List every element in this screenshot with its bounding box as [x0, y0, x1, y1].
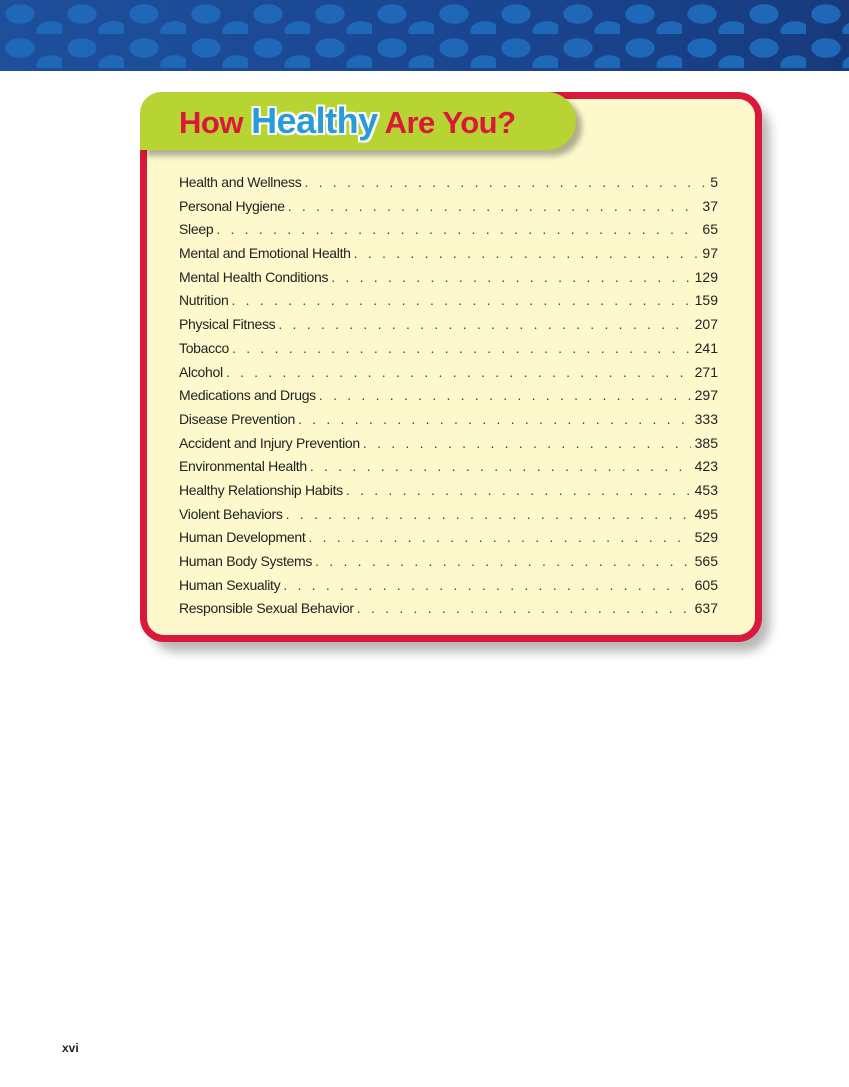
- toc-entry[interactable]: [179, 458, 718, 482]
- dot-leader: [283, 577, 690, 593]
- toc-entry-page: 565: [694, 553, 718, 569]
- toc-entry-page: 297: [694, 387, 718, 404]
- toc-entry[interactable]: [179, 245, 718, 269]
- toc-entry-page: 129: [694, 268, 718, 285]
- toc-entry[interactable]: [179, 316, 718, 340]
- toc-entry[interactable]: [179, 482, 718, 506]
- toc-entry-label: Tobacco: [179, 339, 230, 356]
- toc-entry[interactable]: [179, 600, 718, 624]
- toc-entry-label: Human Development: [179, 529, 306, 546]
- toc-entry-label: Medications and Drugs: [179, 387, 316, 404]
- toc-entry-page: 37: [702, 197, 718, 214]
- dot-leader: [315, 553, 691, 569]
- toc-entry-label: Responsible Sexual Behavior: [179, 600, 354, 617]
- toc-entry-label: Environmental Health: [179, 458, 307, 475]
- toc-entry[interactable]: [179, 340, 718, 364]
- toc-entry[interactable]: [179, 292, 718, 316]
- dot-leader: [286, 506, 691, 522]
- dot-leader: [310, 458, 691, 474]
- toc-entry-page: 65: [702, 221, 718, 238]
- toc-entry-label: Mental Health Conditions: [179, 268, 329, 285]
- dot-leader: [231, 292, 690, 308]
- toc-entry-label: Physical Fitness: [179, 316, 276, 333]
- toc-entry-label: Disease Prevention: [179, 410, 295, 427]
- dot-leader: [308, 529, 690, 545]
- toc-entry-label: Human Body Systems: [179, 553, 313, 569]
- dot-leader: [346, 482, 691, 498]
- toc-entry-page: 97: [702, 245, 718, 262]
- toc-entry-page: 495: [694, 505, 718, 522]
- toc-entry-label: Personal Hygiene: [179, 197, 285, 214]
- dot-leader: [354, 245, 699, 261]
- toc-entry-label: Healthy Relationship Habits: [179, 481, 343, 498]
- toc-entry[interactable]: [179, 577, 718, 601]
- toc-entry-label: Nutrition: [179, 292, 229, 309]
- dot-leader: [363, 435, 691, 451]
- dot-leader: [331, 269, 690, 285]
- toc-entry-label: Alcohol: [179, 363, 223, 380]
- toc-entry-page: 271: [694, 363, 718, 380]
- page-number: xvi: [62, 1041, 79, 1055]
- toc-entry-page: 453: [694, 481, 718, 498]
- toc-entry-page: 5: [710, 174, 718, 190]
- toc-entry[interactable]: [179, 411, 718, 435]
- title-are-you: Are You?: [384, 105, 516, 140]
- toc-entry[interactable]: [179, 174, 718, 198]
- toc-entry[interactable]: [179, 553, 718, 577]
- toc-entry-page: 241: [694, 339, 718, 356]
- toc-entry-page: 333: [694, 410, 718, 427]
- dot-leader: [288, 198, 699, 214]
- toc-entry-page: 529: [694, 529, 718, 546]
- dot-leader: [226, 364, 691, 380]
- toc-entry[interactable]: [179, 506, 718, 530]
- dot-leader: [319, 387, 691, 403]
- toc-entry[interactable]: [179, 387, 718, 411]
- toc-entry-label: Sleep: [179, 221, 214, 238]
- toc-entry-page: 637: [694, 600, 718, 617]
- dot-leader: [298, 411, 691, 427]
- title-how: How: [179, 105, 243, 140]
- toc-entry-page: 605: [694, 576, 718, 593]
- toc-entry[interactable]: [179, 198, 718, 222]
- dot-leader: [232, 340, 691, 356]
- toc-entry[interactable]: [179, 435, 718, 459]
- toc-entry-page: 207: [694, 316, 718, 333]
- toc-entry[interactable]: [179, 269, 718, 293]
- dot-leader: [357, 600, 691, 616]
- toc-entry-label: Health and Wellness: [179, 174, 302, 190]
- toc-entry[interactable]: [179, 221, 718, 245]
- toc-entry[interactable]: [179, 529, 718, 553]
- dot-leader: [304, 174, 706, 190]
- title-healthy: Healthy: [251, 100, 378, 141]
- page-title: [179, 100, 516, 142]
- toc-entry-label: Accident and Injury Prevention: [179, 434, 360, 451]
- toc-entry-page: 423: [694, 458, 718, 475]
- dot-leader: [216, 221, 698, 237]
- dot-leader: [278, 316, 690, 332]
- toc-entry-label: Mental and Emotional Health: [179, 245, 351, 262]
- toc-entry-label: Human Sexuality: [179, 576, 281, 593]
- toc-entry-label: Violent Behaviors: [179, 505, 283, 522]
- header-banner: [0, 0, 849, 71]
- table-of-contents: [179, 174, 718, 624]
- toc-entry-page: 385: [694, 434, 718, 451]
- toc-entry-page: 159: [694, 292, 718, 309]
- toc-entry[interactable]: [179, 364, 718, 388]
